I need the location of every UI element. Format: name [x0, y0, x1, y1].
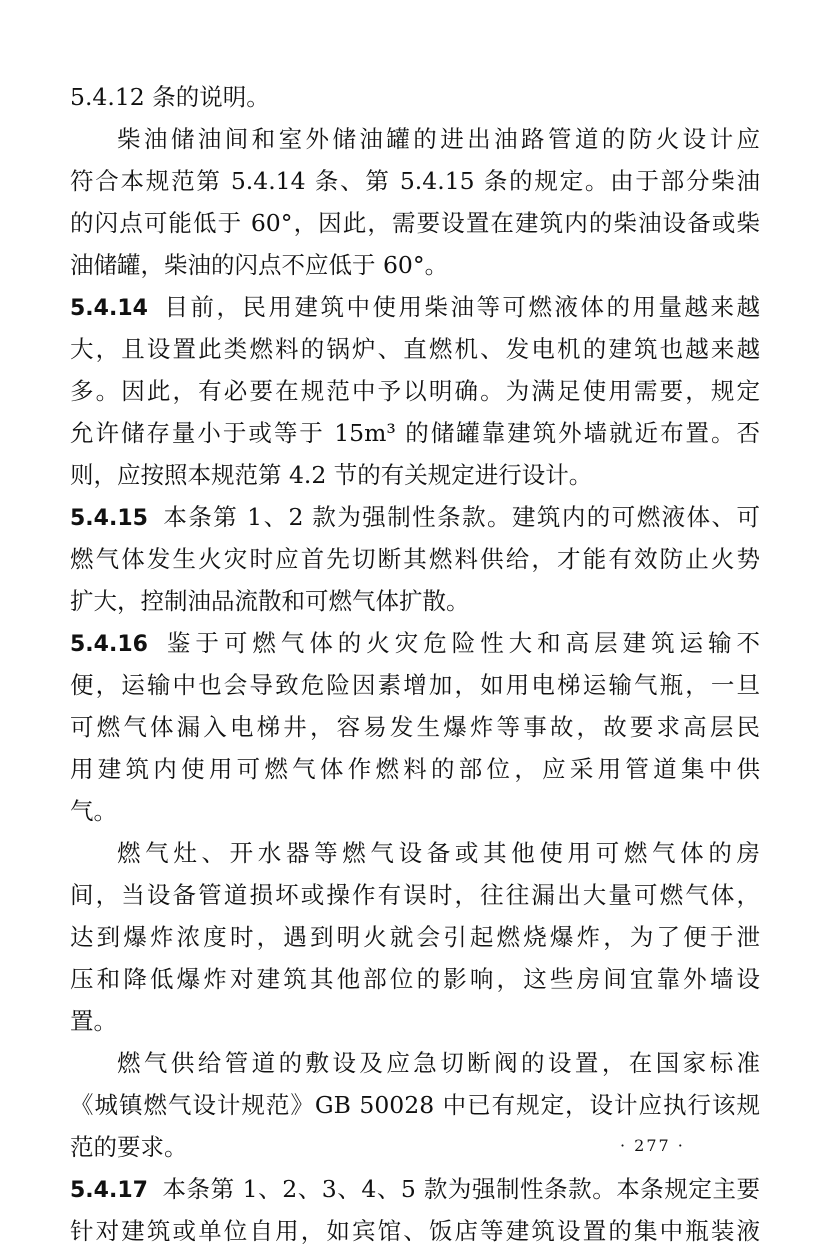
text-line: [70, 790, 760, 832]
text-line: [70, 454, 760, 496]
text-line: [70, 748, 760, 790]
line-text: 针对建筑或单位自用，如宾馆、饭店等建筑设置的集中瓶装液: [70, 1217, 760, 1245]
line-text: 范的要求。: [70, 1133, 188, 1161]
text-line: [70, 664, 760, 706]
text-line: [70, 706, 760, 748]
line-text: 5.4.12 条的说明。: [70, 83, 270, 111]
text-line: [70, 370, 760, 412]
line-text: 则，应按照本规范第 4.2 节的有关规定进行设计。: [70, 461, 593, 489]
line-text: 置。: [70, 1007, 117, 1035]
text-line: [70, 1210, 760, 1252]
line-text: 间，当设备管道损坏或操作有误时，往往漏出大量可燃气体，: [70, 881, 760, 909]
text-line: [70, 916, 760, 958]
text-line: [70, 832, 760, 874]
line-text: 油储罐，柴油的闪点不应低于 60°。: [70, 251, 449, 279]
document-body: [70, 76, 760, 1252]
text-line: [70, 286, 760, 328]
line-text: 大，且设置此类燃料的锅炉、直燃机、发电机的建筑也越来越: [70, 335, 760, 363]
clause-number: 5.4.14: [70, 296, 148, 321]
line-text: 燃气灶、开水器等燃气设备或其他使用可燃气体的房: [117, 839, 760, 867]
line-text: 可燃气体漏入电梯井，容易发生爆炸等事故，故要求高层民: [70, 713, 760, 741]
text-line: [70, 328, 760, 370]
line-text: 达到爆炸浓度时，遇到明火就会引起燃烧爆炸，为了便于泄: [70, 923, 760, 951]
text-line: [70, 874, 760, 916]
line-text: 的闪点可能低于 60°，因此，需要设置在建筑内的柴油设备或柴: [70, 209, 760, 237]
text-line: [70, 1084, 760, 1126]
line-text: 目前，民用建筑中使用柴油等可燃液体的用量越来越: [161, 293, 760, 321]
text-line: [70, 580, 760, 622]
line-text: 本条第 1、2、3、4、5 款为强制性条款。本条规定主要: [161, 1175, 760, 1203]
text-line: [70, 1000, 760, 1042]
line-text: 气。: [70, 797, 117, 825]
page-number: · 277 ·: [620, 1136, 685, 1155]
line-text: 柴油储油间和室外储油罐的进出油路管道的防火设计应: [117, 125, 760, 153]
text-line: [70, 244, 760, 286]
line-text: 符合本规范第 5.4.14 条、第 5.4.15 条的规定。由于部分柴油: [70, 167, 760, 195]
clause-number: 5.4.17: [70, 1178, 148, 1203]
line-text: 本条第 1、2 款为强制性条款。建筑内的可燃液体、可: [161, 503, 760, 531]
clause-number: 5.4.15: [70, 506, 148, 531]
line-text: 燃气体发生火灾时应首先切断其燃料供给，才能有效防止火势: [70, 545, 760, 573]
line-text: 多。因此，有必要在规范中予以明确。为满足使用需要，规定: [70, 377, 760, 405]
text-line: [70, 622, 760, 664]
line-text: 便，运输中也会导致危险因素增加，如用电梯运输气瓶，一旦: [70, 671, 760, 699]
line-text: 用建筑内使用可燃气体作燃料的部位，应采用管道集中供: [70, 755, 760, 783]
text-line: [70, 76, 760, 118]
line-text: 压和降低爆炸对建筑其他部位的影响，这些房间宜靠外墙设: [70, 965, 760, 993]
text-line: [70, 1042, 760, 1084]
line-text: 允许储存量小于或等于 15m³ 的储罐靠建筑外墙就近布置。否: [70, 419, 760, 447]
text-line: [70, 412, 760, 454]
line-text: 燃气供给管道的敷设及应急切断阀的设置，在国家标准: [117, 1049, 760, 1077]
text-line: [70, 958, 760, 1000]
line-text: 《城镇燃气设计规范》GB 50028 中已有规定，设计应执行该规: [70, 1091, 760, 1119]
text-line: [70, 1168, 760, 1210]
clause-number: 5.4.16: [70, 632, 148, 657]
line-text: 鉴于可燃气体的火灾危险性大和高层建筑运输不: [161, 629, 760, 657]
text-line: [70, 202, 760, 244]
text-line: [70, 538, 760, 580]
text-line: [70, 160, 760, 202]
text-line: [70, 496, 760, 538]
text-line: [70, 118, 760, 160]
line-text: 扩大，控制油品流散和可燃气体扩散。: [70, 587, 470, 615]
